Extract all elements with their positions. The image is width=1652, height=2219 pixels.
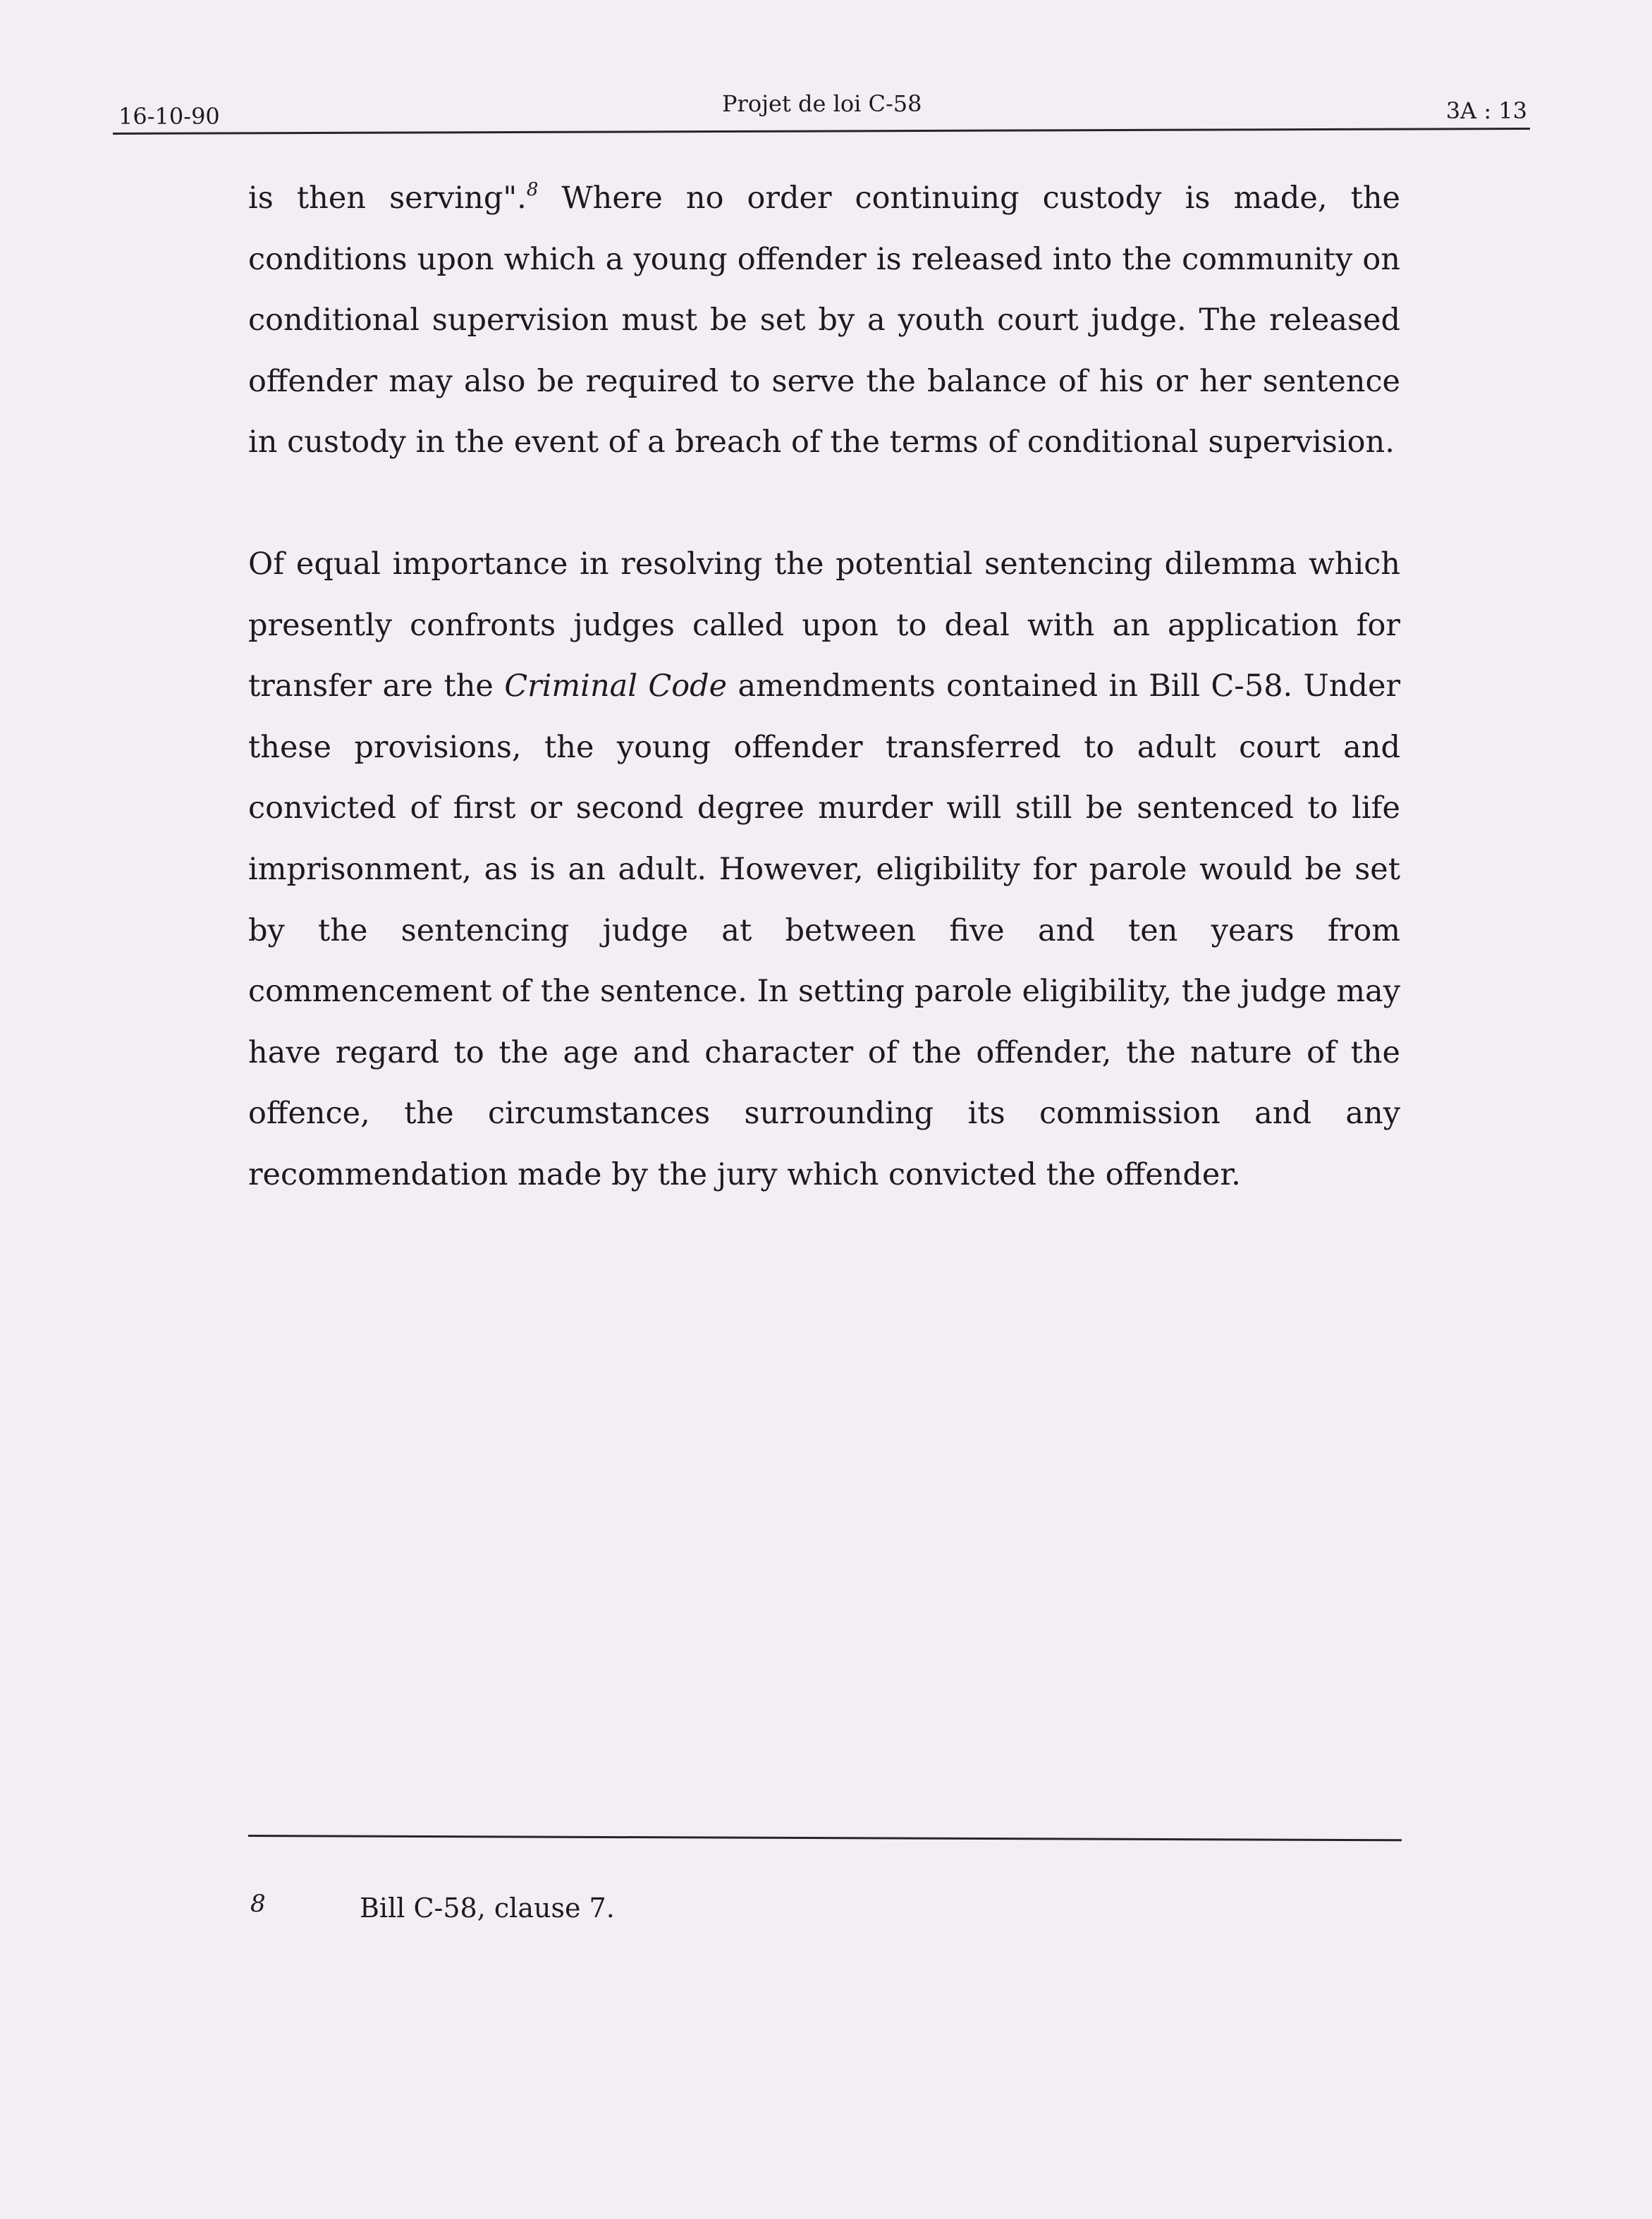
header-page-number: 3A : 13 <box>1445 97 1527 124</box>
paragraph-1-start: is then serving". <box>248 181 527 216</box>
footnote-marker: 8 <box>250 1890 266 1918</box>
footnote-rule <box>248 1835 1402 1841</box>
header-title: Projet de loi C-58 <box>722 90 922 117</box>
footnote-reference: 8 <box>526 179 539 200</box>
paragraph-2 <box>248 534 1400 1206</box>
footnote-text: Bill C-58, clause 7. <box>360 1893 615 1924</box>
header-date: 16-10-90 <box>118 103 220 130</box>
body-text <box>248 168 1400 1206</box>
paragraph-1 <box>248 168 1400 473</box>
page-header <box>118 90 1527 133</box>
paragraph-2-rest: amendments contained in Bill C-58. Under these provisions, the young offender transferred to adult court and convicted of first or second degree murder will still be sentenced to life imprisonment, as is an adult. However, eligibility for parole would be set by the sentencing judge at between five and ten years from commencement of the sentence. In setting parole eligibility, the judge may have regard to the age and character of the offender, the nature of the offence, the circumstances surrounding its commission and any recommendation made by the jury which convicted the offender. <box>248 668 1401 1192</box>
criminal-code-italic: Criminal Code <box>504 668 728 704</box>
paragraph-2-start: Of equal importance in resolving the potential sentencing dilemma which presently confronts judges called upon to deal with an application for transfer are the <box>248 546 1400 704</box>
paragraph-1-rest: Where no order continuing custody is made, the conditions upon which a young offender is released into the community on conditional supervision must be set by a youth court judge. The released offender may also be required to serve the balance of his or her sentence in custody in the event of a breach of the terms of conditional supervision. <box>248 181 1401 460</box>
